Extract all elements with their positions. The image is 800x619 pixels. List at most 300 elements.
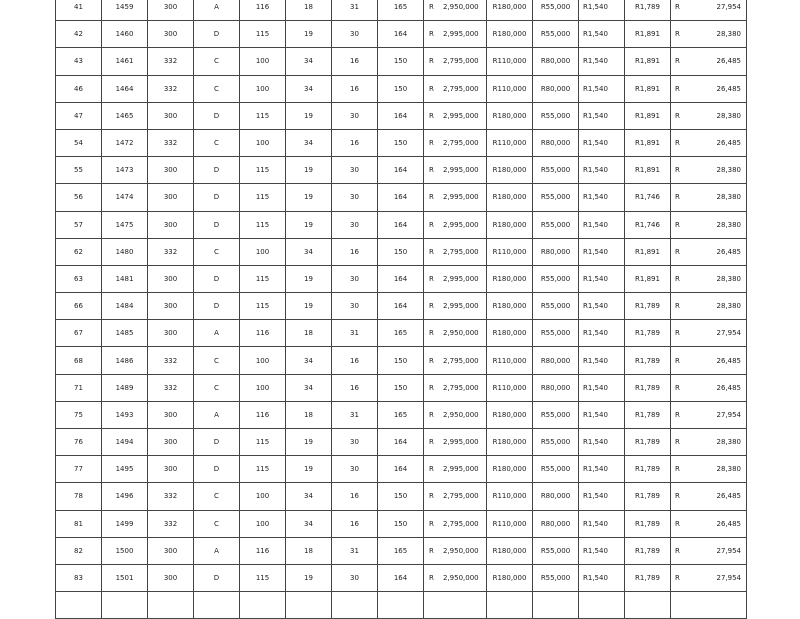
unit-type-value: D <box>213 438 220 447</box>
amount-b-cell <box>533 21 579 48</box>
total-area-cell <box>378 456 424 483</box>
total-cell <box>671 429 747 456</box>
unit-number-cell <box>56 75 102 102</box>
erf-number-value: 1461 <box>115 57 134 66</box>
table-row <box>56 75 747 102</box>
unit-type-value: D <box>213 193 220 202</box>
levy-cell <box>579 238 625 265</box>
plot-size-cell <box>148 0 194 21</box>
unit-number-value: 46 <box>74 84 83 93</box>
area-b-value: 18 <box>304 410 313 419</box>
levy-cell <box>579 184 625 211</box>
unit-number-value: 68 <box>74 356 83 365</box>
rates-cell <box>625 564 671 591</box>
price-list-sheet <box>55 0 746 619</box>
area-c-value: 30 <box>350 30 359 39</box>
unit-type-cell <box>194 483 240 510</box>
total-value: 26,485 <box>716 247 741 256</box>
amount-a-cell <box>487 238 533 265</box>
erf-number-value: 1496 <box>115 492 134 501</box>
area-b-value: 19 <box>304 30 313 39</box>
area-c-value: 16 <box>350 492 359 501</box>
amount-b-value: R80,000 <box>540 139 571 148</box>
price-cell <box>424 75 487 102</box>
amount-b-cell <box>533 564 579 591</box>
plot-size-value: 300 <box>163 30 178 39</box>
unit-type-cell <box>194 211 240 238</box>
price-cell <box>424 592 487 619</box>
area-b-cell <box>286 347 332 374</box>
total-cell <box>671 510 747 537</box>
area-a-cell <box>240 184 286 211</box>
total-value: 27,954 <box>716 410 741 419</box>
price-cell <box>424 293 487 320</box>
total-area-value: 164 <box>393 274 408 283</box>
total-cell <box>671 102 747 129</box>
area-b-value: 19 <box>304 166 313 175</box>
area-c-cell <box>332 347 378 374</box>
erf-number-cell <box>102 48 148 75</box>
levy-value: R1,540 <box>583 84 608 93</box>
unit-type-value: D <box>213 302 220 311</box>
unit-number-cell <box>56 592 102 619</box>
amount-b-value: R55,000 <box>540 193 571 202</box>
area-a-cell <box>240 157 286 184</box>
rates-cell <box>625 347 671 374</box>
levy-value: R1,540 <box>583 492 608 501</box>
amount-a-value: R110,000 <box>492 356 527 365</box>
plot-size-value: 332 <box>163 84 178 93</box>
rates-value: R1,746 <box>635 220 660 229</box>
unit-number-value: 56 <box>74 193 83 202</box>
erf-number-cell <box>102 211 148 238</box>
amount-a-cell <box>487 374 533 401</box>
area-c-value: 30 <box>350 574 359 583</box>
currency-symbol: R <box>429 139 434 148</box>
currency-symbol: R <box>429 57 434 66</box>
plot-size-value: 300 <box>163 465 178 474</box>
amount-a-cell <box>487 429 533 456</box>
amount-b-value: R55,000 <box>540 329 571 338</box>
price-cell <box>424 265 487 292</box>
price-cell <box>424 211 487 238</box>
area-b-value: 19 <box>304 465 313 474</box>
unit-number-value: 55 <box>74 166 83 175</box>
amount-a-value: R180,000 <box>492 3 527 12</box>
price-value: 2,950,000 <box>443 546 479 555</box>
area-b-cell <box>286 483 332 510</box>
price-cell <box>424 21 487 48</box>
amount-b-cell <box>533 483 579 510</box>
unit-type-cell <box>194 238 240 265</box>
levy-cell <box>579 456 625 483</box>
plot-size-cell <box>148 211 194 238</box>
price-cell <box>424 510 487 537</box>
area-a-cell <box>240 293 286 320</box>
table-row <box>56 429 747 456</box>
area-c-cell <box>332 456 378 483</box>
amount-b-value: R80,000 <box>540 57 571 66</box>
price-cell <box>424 320 487 347</box>
plot-size-cell <box>148 157 194 184</box>
unit-type-cell <box>194 48 240 75</box>
amount-b-value: R80,000 <box>540 492 571 501</box>
currency-symbol: R <box>429 274 434 283</box>
plot-size-cell <box>148 184 194 211</box>
total-area-cell <box>378 48 424 75</box>
total-value: 28,380 <box>716 438 741 447</box>
total-area-value: 165 <box>393 546 408 555</box>
total-cell <box>671 0 747 21</box>
unit-number-value: 76 <box>74 438 83 447</box>
unit-number-cell <box>56 184 102 211</box>
area-b-cell <box>286 592 332 619</box>
area-a-cell <box>240 564 286 591</box>
total-area-cell <box>378 374 424 401</box>
plot-size-value: 300 <box>163 302 178 311</box>
unit-number-cell <box>56 238 102 265</box>
currency-symbol: R <box>675 546 680 555</box>
area-a-value: 100 <box>255 383 270 392</box>
area-a-value: 115 <box>255 465 270 474</box>
erf-number-cell <box>102 401 148 428</box>
rates-cell <box>625 75 671 102</box>
area-b-cell <box>286 157 332 184</box>
amount-b-value: R55,000 <box>540 410 571 419</box>
plot-size-value: 300 <box>163 410 178 419</box>
currency-symbol: R <box>675 329 680 338</box>
amount-a-cell <box>487 456 533 483</box>
erf-number-value: 1489 <box>115 383 134 392</box>
unit-number-cell <box>56 483 102 510</box>
unit-number-value: 54 <box>74 139 83 148</box>
rates-cell <box>625 184 671 211</box>
plot-size-cell <box>148 456 194 483</box>
area-c-value: 16 <box>350 356 359 365</box>
amount-b-value: R80,000 <box>540 519 571 528</box>
area-c-value: 31 <box>350 546 359 555</box>
currency-symbol: R <box>429 410 434 419</box>
area-c-value: 16 <box>350 139 359 148</box>
currency-symbol: R <box>429 3 434 12</box>
erf-number-value: 1480 <box>115 247 134 256</box>
area-a-value: 100 <box>255 356 270 365</box>
erf-number-cell <box>102 592 148 619</box>
currency-symbol: R <box>675 84 680 93</box>
levy-cell <box>579 564 625 591</box>
total-area-value: 150 <box>393 247 408 256</box>
rates-cell <box>625 483 671 510</box>
total-value: 26,485 <box>716 57 741 66</box>
unit-number-value: 77 <box>74 465 83 474</box>
unit-number-cell <box>56 157 102 184</box>
levy-value: R1,540 <box>583 111 608 120</box>
area-c-cell <box>332 48 378 75</box>
price-value: 2,995,000 <box>443 438 479 447</box>
rates-value: R1,891 <box>635 30 660 39</box>
price-list-table <box>55 0 747 619</box>
plot-size-value: 300 <box>163 166 178 175</box>
area-a-cell <box>240 265 286 292</box>
amount-a-value: R180,000 <box>492 438 527 447</box>
area-b-value: 18 <box>304 546 313 555</box>
currency-symbol: R <box>429 574 434 583</box>
plot-size-cell <box>148 483 194 510</box>
unit-type-cell <box>194 510 240 537</box>
price-value: 2,795,000 <box>443 383 479 392</box>
rates-cell <box>625 238 671 265</box>
price-value: 2,795,000 <box>443 247 479 256</box>
rates-cell <box>625 592 671 619</box>
amount-a-cell <box>487 564 533 591</box>
total-value: 28,380 <box>716 274 741 283</box>
amount-a-cell <box>487 0 533 21</box>
area-a-cell <box>240 456 286 483</box>
plot-size-value: 300 <box>163 3 178 12</box>
amount-a-cell <box>487 157 533 184</box>
rates-cell <box>625 265 671 292</box>
erf-number-value: 1464 <box>115 84 134 93</box>
total-cell <box>671 347 747 374</box>
price-value: 2,995,000 <box>443 220 479 229</box>
price-cell <box>424 238 487 265</box>
currency-symbol: R <box>675 574 680 583</box>
levy-cell <box>579 129 625 156</box>
currency-symbol: R <box>429 492 434 501</box>
unit-type-value: C <box>214 519 219 528</box>
area-a-cell <box>240 238 286 265</box>
unit-type-cell <box>194 293 240 320</box>
erf-number-value: 1493 <box>115 410 134 419</box>
area-b-value: 19 <box>304 438 313 447</box>
area-a-value: 115 <box>255 220 270 229</box>
amount-b-cell <box>533 102 579 129</box>
price-cell <box>424 483 487 510</box>
levy-value: R1,540 <box>583 166 608 175</box>
area-a-value: 115 <box>255 111 270 120</box>
unit-type-cell <box>194 592 240 619</box>
levy-value: R1,540 <box>583 410 608 419</box>
plot-size-value: 332 <box>163 519 178 528</box>
amount-a-cell <box>487 211 533 238</box>
amount-a-cell <box>487 48 533 75</box>
plot-size-cell <box>148 129 194 156</box>
unit-type-value: C <box>214 492 219 501</box>
area-c-cell <box>332 320 378 347</box>
area-b-cell <box>286 293 332 320</box>
price-cell <box>424 48 487 75</box>
levy-value: R1,540 <box>583 574 608 583</box>
price-cell <box>424 456 487 483</box>
total-value: 26,485 <box>716 519 741 528</box>
currency-symbol: R <box>429 220 434 229</box>
plot-size-value: 332 <box>163 492 178 501</box>
unit-number-cell <box>56 374 102 401</box>
unit-type-cell <box>194 401 240 428</box>
area-b-value: 34 <box>304 356 313 365</box>
price-cell <box>424 157 487 184</box>
plot-size-cell <box>148 48 194 75</box>
rates-cell <box>625 293 671 320</box>
currency-symbol: R <box>675 383 680 392</box>
unit-number-value: 66 <box>74 302 83 311</box>
total-area-cell <box>378 401 424 428</box>
rates-value: R1,789 <box>635 383 660 392</box>
unit-number-value: 47 <box>74 111 83 120</box>
rates-value: R1,891 <box>635 57 660 66</box>
unit-number-value: 57 <box>74 220 83 229</box>
total-cell <box>671 537 747 564</box>
area-b-value: 19 <box>304 302 313 311</box>
erf-number-value: 1484 <box>115 302 134 311</box>
total-area-cell <box>378 0 424 21</box>
rates-value: R1,789 <box>635 438 660 447</box>
unit-number-cell <box>56 21 102 48</box>
price-value: 2,950,000 <box>443 329 479 338</box>
price-cell <box>424 347 487 374</box>
unit-type-value: D <box>213 574 220 583</box>
total-cell <box>671 293 747 320</box>
area-c-cell <box>332 75 378 102</box>
levy-cell <box>579 48 625 75</box>
total-area-value: 164 <box>393 574 408 583</box>
area-b-cell <box>286 0 332 21</box>
plot-size-value: 332 <box>163 139 178 148</box>
table-row <box>56 537 747 564</box>
amount-a-value: R180,000 <box>492 193 527 202</box>
unit-type-cell <box>194 320 240 347</box>
amount-a-value: R110,000 <box>492 492 527 501</box>
area-c-cell <box>332 483 378 510</box>
levy-cell <box>579 483 625 510</box>
total-cell <box>671 401 747 428</box>
erf-number-cell <box>102 456 148 483</box>
currency-symbol: R <box>429 302 434 311</box>
currency-symbol: R <box>675 193 680 202</box>
area-c-cell <box>332 429 378 456</box>
area-c-cell <box>332 157 378 184</box>
rates-value: R1,789 <box>635 574 660 583</box>
erf-number-cell <box>102 238 148 265</box>
table-row <box>56 157 747 184</box>
total-cell <box>671 483 747 510</box>
plot-size-value: 332 <box>163 57 178 66</box>
area-a-value: 116 <box>255 546 270 555</box>
area-a-cell <box>240 374 286 401</box>
currency-symbol: R <box>675 30 680 39</box>
unit-number-cell <box>56 211 102 238</box>
amount-a-value: R110,000 <box>492 84 527 93</box>
area-a-value: 115 <box>255 302 270 311</box>
levy-cell <box>579 592 625 619</box>
area-b-cell <box>286 211 332 238</box>
unit-number-value: 43 <box>74 57 83 66</box>
area-b-cell <box>286 401 332 428</box>
area-b-cell <box>286 102 332 129</box>
plot-size-value: 300 <box>163 329 178 338</box>
levy-cell <box>579 265 625 292</box>
rates-cell <box>625 510 671 537</box>
plot-size-cell <box>148 374 194 401</box>
unit-type-cell <box>194 564 240 591</box>
area-c-cell <box>332 0 378 21</box>
area-b-value: 34 <box>304 139 313 148</box>
levy-cell <box>579 537 625 564</box>
plot-size-value: 300 <box>163 193 178 202</box>
erf-number-cell <box>102 157 148 184</box>
plot-size-value: 332 <box>163 247 178 256</box>
plot-size-value: 300 <box>163 546 178 555</box>
total-area-value: 164 <box>393 465 408 474</box>
unit-type-value: D <box>213 274 220 283</box>
levy-value: R1,540 <box>583 383 608 392</box>
amount-a-value: R180,000 <box>492 410 527 419</box>
total-value: 28,380 <box>716 111 741 120</box>
erf-number-cell <box>102 510 148 537</box>
total-value: 28,380 <box>716 220 741 229</box>
unit-type-value: C <box>214 247 219 256</box>
levy-value: R1,540 <box>583 247 608 256</box>
erf-number-cell <box>102 564 148 591</box>
plot-size-value: 300 <box>163 111 178 120</box>
unit-type-cell <box>194 75 240 102</box>
total-area-cell <box>378 537 424 564</box>
unit-type-cell <box>194 21 240 48</box>
area-b-cell <box>286 184 332 211</box>
area-c-value: 30 <box>350 465 359 474</box>
unit-type-value: C <box>214 139 219 148</box>
amount-a-cell <box>487 184 533 211</box>
area-b-value: 19 <box>304 274 313 283</box>
area-b-cell <box>286 48 332 75</box>
total-cell <box>671 320 747 347</box>
area-a-value: 116 <box>255 410 270 419</box>
unit-type-cell <box>194 265 240 292</box>
amount-a-cell <box>487 483 533 510</box>
total-area-cell <box>378 564 424 591</box>
plot-size-cell <box>148 293 194 320</box>
amount-b-cell <box>533 429 579 456</box>
amount-b-value: R55,000 <box>540 30 571 39</box>
amount-b-value: R80,000 <box>540 84 571 93</box>
total-area-cell <box>378 75 424 102</box>
area-b-cell <box>286 265 332 292</box>
amount-a-value: R110,000 <box>492 247 527 256</box>
unit-number-cell <box>56 102 102 129</box>
area-b-value: 34 <box>304 383 313 392</box>
area-c-cell <box>332 265 378 292</box>
unit-number-cell <box>56 429 102 456</box>
total-value: 28,380 <box>716 193 741 202</box>
amount-b-cell <box>533 456 579 483</box>
unit-type-cell <box>194 537 240 564</box>
total-area-cell <box>378 320 424 347</box>
total-area-cell <box>378 102 424 129</box>
amount-b-cell <box>533 211 579 238</box>
area-b-value: 34 <box>304 57 313 66</box>
total-cell <box>671 265 747 292</box>
plot-size-cell <box>148 265 194 292</box>
rates-value: R1,789 <box>635 3 660 12</box>
table-row <box>56 374 747 401</box>
unit-number-value: 67 <box>74 329 83 338</box>
unit-number-value: 41 <box>74 3 83 12</box>
rates-cell <box>625 429 671 456</box>
area-c-cell <box>332 537 378 564</box>
amount-a-value: R180,000 <box>492 546 527 555</box>
total-cell <box>671 211 747 238</box>
total-value: 28,380 <box>716 302 741 311</box>
